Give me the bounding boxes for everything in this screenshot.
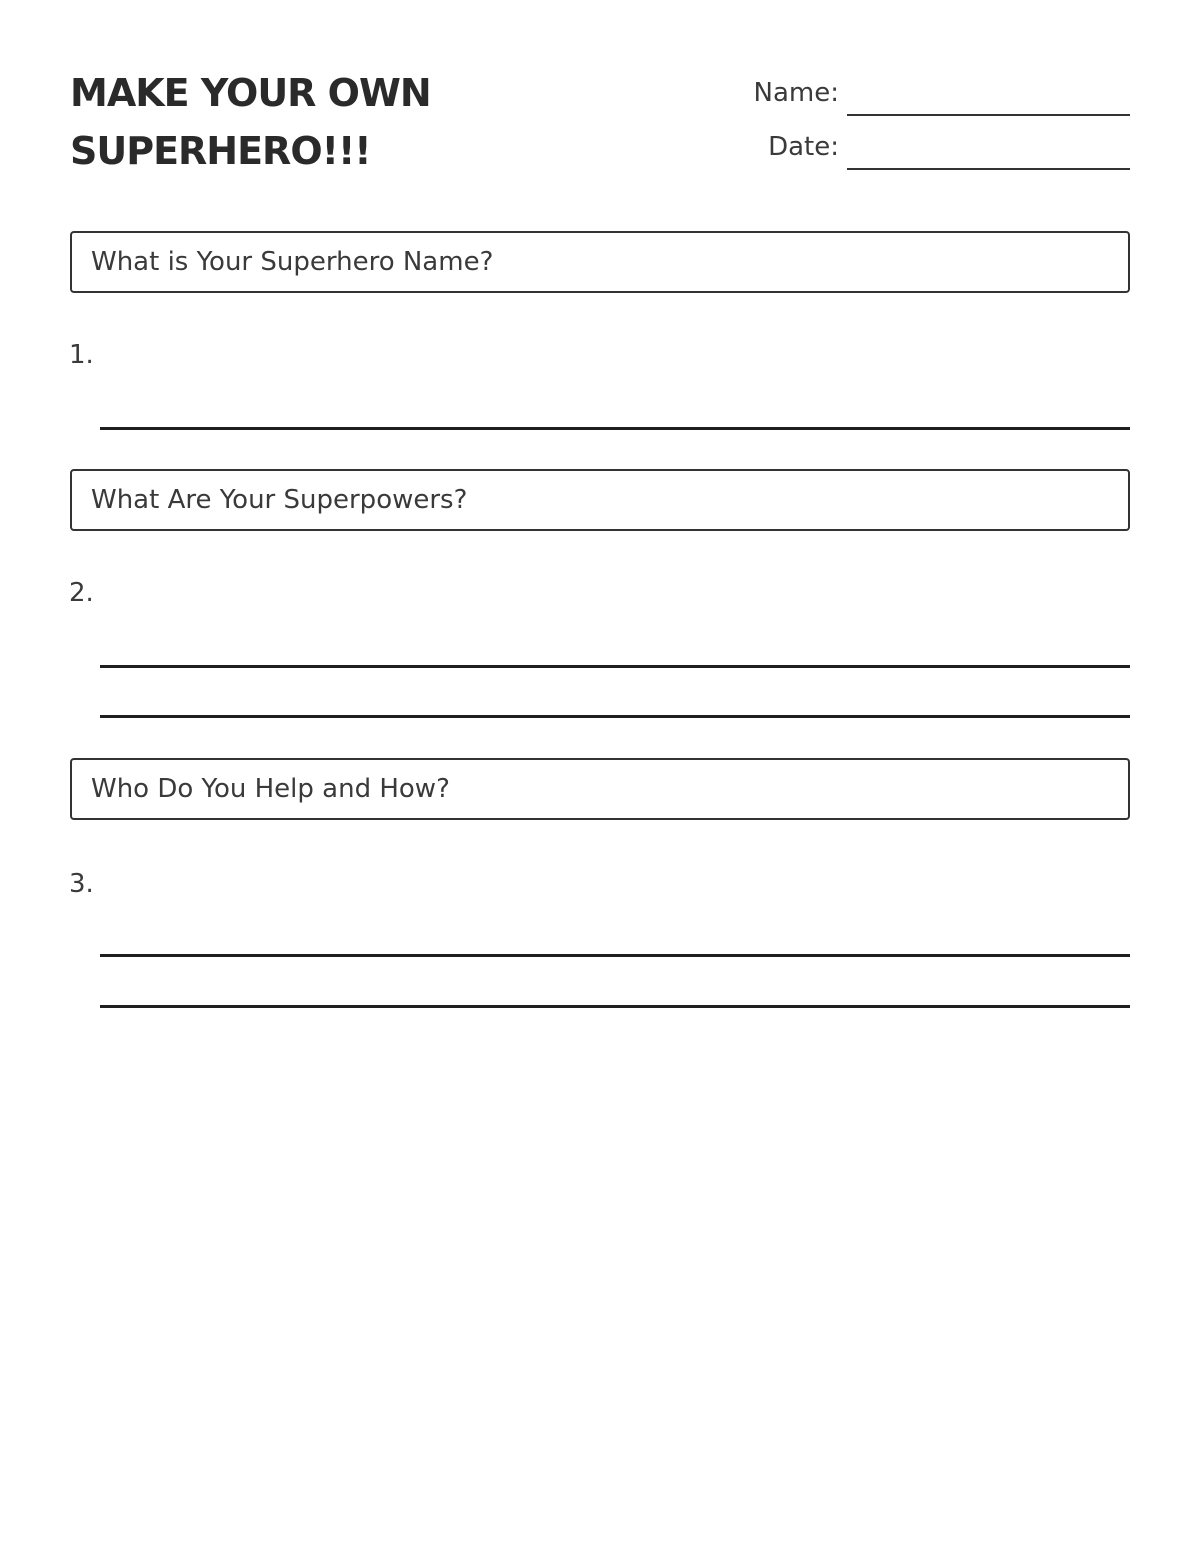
date-label: Date: (768, 132, 839, 162)
title-line-1: MAKE YOUR OWN (70, 71, 431, 115)
name-field (754, 78, 1130, 108)
question-number-1: 1. (69, 340, 94, 370)
answer-line-2b[interactable] (100, 715, 1130, 718)
answer-line-1a[interactable] (100, 427, 1130, 430)
answer-line-3b[interactable] (100, 1005, 1130, 1008)
date-field (768, 132, 1130, 162)
date-blank-line[interactable] (847, 168, 1130, 170)
question-prompt-2: What Are Your Superpowers? (91, 485, 468, 515)
question-prompt-1: What is Your Superhero Name? (91, 247, 494, 277)
name-blank-line[interactable] (847, 114, 1130, 116)
worksheet-title (70, 64, 530, 180)
question-box-2 (70, 469, 1130, 531)
title-line-2: SUPERHERO!!! (70, 129, 371, 173)
answer-line-3a[interactable] (100, 954, 1130, 957)
question-box-1 (70, 231, 1130, 293)
question-prompt-3: Who Do You Help and How? (91, 774, 450, 804)
name-label: Name: (753, 78, 839, 108)
answer-line-2a[interactable] (100, 665, 1130, 668)
question-number-3: 3. (69, 869, 94, 899)
question-number-2: 2. (69, 578, 94, 608)
question-box-3 (70, 758, 1130, 820)
